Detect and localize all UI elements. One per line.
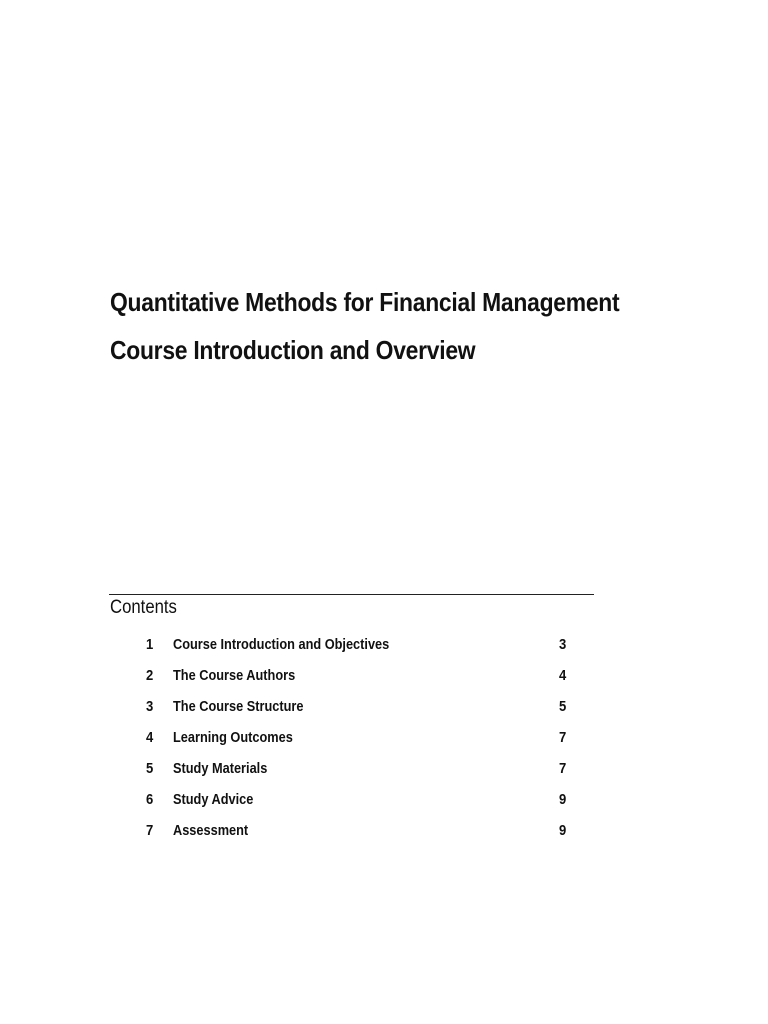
toc-entry-page: 7: [559, 730, 567, 746]
toc-entry[interactable]: [0, 788, 768, 819]
toc-entry-page: 5: [559, 699, 567, 715]
contents-heading: Contents: [110, 597, 177, 618]
toc-entry-number: 6: [146, 792, 154, 808]
title-block: [110, 286, 630, 367]
toc-entry[interactable]: [0, 726, 768, 757]
toc-entry-number: 4: [146, 730, 154, 746]
toc-entry-page: 9: [559, 792, 567, 808]
toc-entry[interactable]: [0, 819, 768, 850]
toc-entry[interactable]: [0, 664, 768, 695]
toc-entry-title: Study Materials: [173, 761, 268, 777]
toc-entry-number: 3: [146, 699, 154, 715]
toc-entry-number: 5: [146, 761, 154, 777]
toc-entry-title: The Course Authors: [173, 668, 296, 684]
table-of-contents: [0, 633, 768, 850]
toc-entry-title: Assessment: [173, 823, 249, 839]
toc-entry-title: The Course Structure: [173, 699, 304, 715]
toc-entry-title: Study Advice: [173, 792, 254, 808]
toc-entry[interactable]: [0, 757, 768, 788]
toc-entry-page: 4: [559, 668, 567, 684]
toc-entry-number: 7: [146, 823, 154, 839]
document-title: Quantitative Methods for Financial Management: [110, 287, 620, 317]
toc-entry-page: 7: [559, 761, 567, 777]
toc-entry-title: Course Introduction and Objectives: [173, 637, 390, 653]
toc-entry-number: 1: [146, 637, 154, 653]
toc-entry-page: 9: [559, 823, 567, 839]
toc-entry-number: 2: [146, 668, 154, 684]
toc-entry[interactable]: [0, 695, 768, 726]
document-subtitle: Course Introduction and Overview: [110, 335, 476, 365]
toc-entry[interactable]: [0, 633, 768, 664]
contents-divider: [109, 594, 594, 595]
toc-entry-title: Learning Outcomes: [173, 730, 293, 746]
toc-entry-page: 3: [559, 637, 567, 653]
